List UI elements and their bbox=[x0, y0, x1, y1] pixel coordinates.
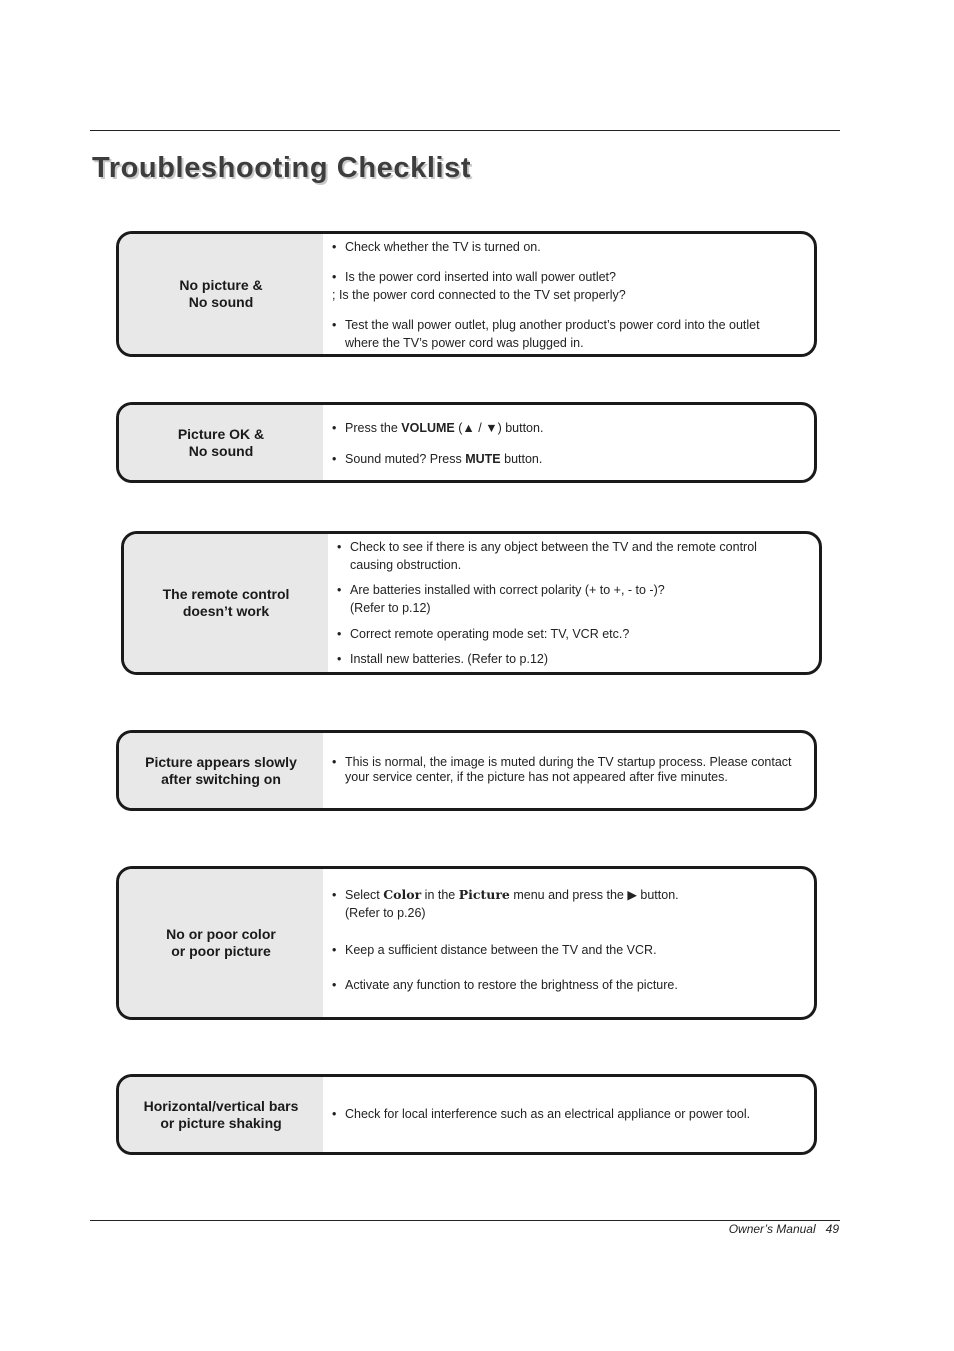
list-item: • Select Color in the Picture menu and press the ▶ button. bbox=[323, 886, 814, 904]
list-item: • Install new batteries. (Refer to p.12) bbox=[328, 650, 819, 668]
symptom-label: Horizontal/vertical bars or picture shaking bbox=[119, 1077, 323, 1152]
solution-list bbox=[328, 534, 819, 672]
page-footer bbox=[729, 1222, 839, 1236]
check-picture-ok-no-sound bbox=[116, 402, 817, 483]
solution-list bbox=[323, 733, 814, 808]
symptom-label: The remote control doesn’t work bbox=[124, 534, 328, 672]
list-item: • Check for local interference such as an electrical appliance or power tool. bbox=[323, 1105, 814, 1123]
list-item: • Is the power cord inserted into wall power outlet? bbox=[323, 268, 814, 286]
check-picture-appears-slowly bbox=[116, 730, 817, 811]
list-item: • Sound muted? Press MUTE button. bbox=[323, 450, 814, 468]
check-remote-control bbox=[121, 531, 822, 675]
list-item: • Press the VOLUME (▲ / ▼) button. bbox=[323, 419, 814, 437]
volume-button-name: VOLUME bbox=[401, 421, 455, 435]
page-number: 49 bbox=[825, 1222, 839, 1236]
list-item-continuation: (Refer to p.26) bbox=[345, 906, 426, 920]
solution-list bbox=[323, 405, 814, 480]
list-item: • This is normal, the image is muted during the TV startup process. Please contact your service center, if the picture has not appeared after five minutes. bbox=[323, 755, 814, 785]
solution-list bbox=[323, 234, 814, 354]
picture-menu-name: Picture bbox=[458, 887, 510, 902]
top-rule bbox=[90, 130, 840, 131]
list-item: • Correct remote operating mode set: TV, VCR etc.? bbox=[328, 625, 819, 643]
footer-label: Owner’s Manual bbox=[728, 1222, 816, 1236]
list-item: • Keep a sufficient distance between the TV and the VCR. bbox=[323, 941, 814, 959]
list-item: • Test the wall power outlet, plug another product’s power cord into the outlet where the TV’s power cord was plugged in. bbox=[323, 316, 814, 352]
symptom-label: Picture appears slowly after switching on bbox=[119, 733, 323, 808]
check-poor-color bbox=[116, 866, 817, 1020]
page-title: Troubleshooting Checklist bbox=[92, 152, 472, 184]
symptom-label: No or poor color or poor picture bbox=[119, 869, 323, 1017]
list-item: • Activate any function to restore the brightness of the picture. bbox=[323, 976, 814, 994]
mute-button-name: MUTE bbox=[465, 452, 501, 466]
bottom-rule bbox=[90, 1220, 840, 1221]
list-item: • Are batteries installed with correct polarity (+ to +, - to -)? bbox=[328, 581, 819, 599]
symptom-label: No picture & No sound bbox=[119, 234, 323, 354]
check-no-picture-no-sound bbox=[116, 231, 817, 357]
color-menu-item: Color bbox=[383, 887, 422, 902]
solution-list bbox=[323, 869, 814, 1017]
list-item-continuation: (Refer to p.12) bbox=[350, 601, 431, 615]
list-item: • Check to see if there is any object between the TV and the remote control causing obstruction. bbox=[328, 538, 819, 574]
check-horizontal-vertical-bars bbox=[116, 1074, 817, 1155]
list-item-continuation: ; Is the power cord connected to the TV set properly? bbox=[332, 288, 626, 302]
list-item: • Check whether the TV is turned on. bbox=[323, 238, 814, 256]
symptom-label: Picture OK & No sound bbox=[119, 405, 323, 480]
solution-list bbox=[323, 1077, 814, 1152]
